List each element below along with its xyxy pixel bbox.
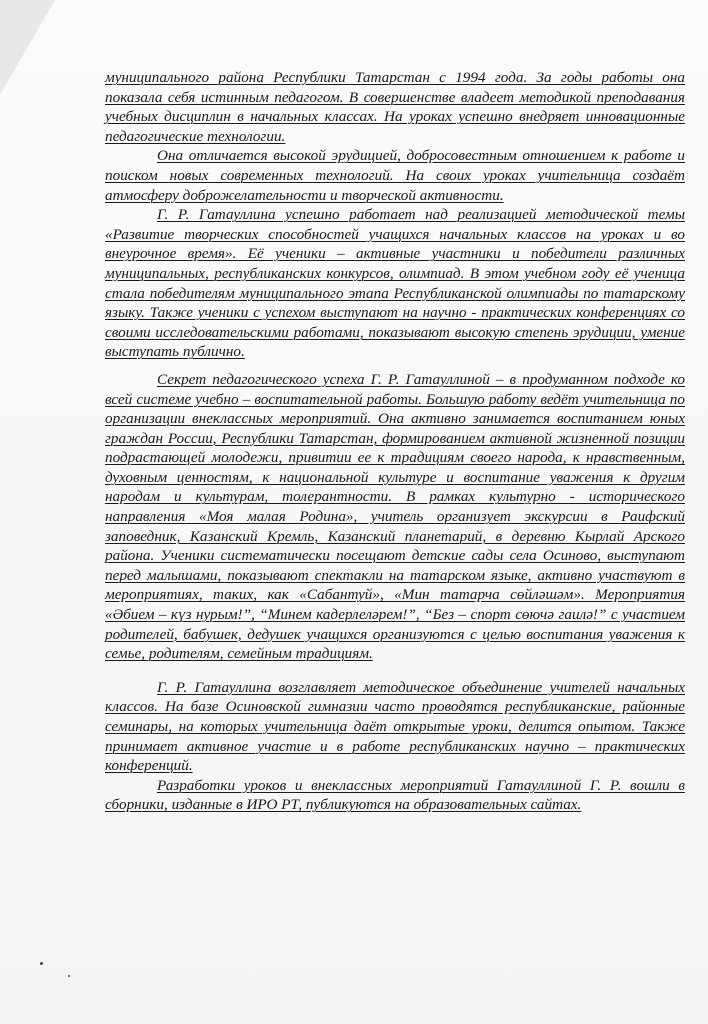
paragraph-4: Секрет педагогического успеха Г. Р. Гатауллиной – в продуманном подходе ко всей системе учебно – воспитательной работы. Большую работу ведёт учительница по организации внеклассных мероприятий. Она активно занимается воспитанием юных граждан России, Республики Татарстан, формированием активной жизненной позиции подрастающей молодежи, привитии ее к традициям своего народа, к нравственным, духовным ценностям, к национальной культуре и воспитание уважения к другим народам и культурам, толерантности. В рамках культурно - исторического направления «Моя малая Родина», учитель организует экскурсии в Раифский заповедник, Казанский Кремль, Казанский планетарий, в деревню Кырлай Арского района. Ученики систематически посещают детские сады села Осиново, выступают перед малышами, показывают спектакли на татарском языке, активно участвуют в мероприятиях, таких, как «Сабантуй», «Мин татарча сөйләшәм». Мероприятия «Әбием – күз нурым!”, “Минем кадерлеләрем!”, “Без – спорт сөючә гаилә!” с участием родителей, бабушек, дедушек учащихся организуются с целью воспитания уважения к семье, родителям, семейным традициям. xyxy=(105,370,685,663)
scan-speck xyxy=(40,962,43,965)
scan-speck xyxy=(68,975,70,977)
paragraph-3: Г. Р. Гатауллина успешно работает над реализацией методической темы «Развитие творческих способностей учащихся начальных классов на уроках и во внеурочное время». Её ученики – активные участники и победители различных муниципальных, республиканских конкурсов, олимпиад. В этом учебном году её ученица стала победителям муниципального этапа Республиканской олимпиады по татарскому языку. Также ученики с успехом выступают на научно - практических конференциях со своими исследовательскими работами, показывают высокую степень эрудиции, умение выступать публично. xyxy=(105,206,685,361)
folded-corner xyxy=(0,0,55,95)
paragraph-2: Она отличается высокой эрудицией, добросовестным отношением к работе и поиском новых современных технологий. На своих уроках учительница создаёт атмосферу доброжелательности и творческой активности. xyxy=(105,147,685,204)
document-body xyxy=(105,68,685,815)
paragraph-1: муниципального района Республики Татарстан с 1994 года. За годы работы она показала себя истинным педагогом. В совершенстве владеет методикой преподавания учебных дисциплин в начальных классах. На уроках успешно внедряет инновационные педагогические технологии. xyxy=(105,69,685,145)
paragraph-5: Г. Р. Гатауллина возглавляет методическое объединение учителей начальных классов. На базе Осиновской гимназии часто проводятся республиканские, районные семинары, на которых учительница даёт открытые уроки, делится опытом. Также принимает активное участие и в работе республиканских научно – практических конференций. xyxy=(105,678,685,775)
paragraph-6: Разработки уроков и внеклассных мероприятий Гатауллиной Г. Р. вошли в сборники, изданные в ИРО РТ, публикуются на образовательных сайтах. xyxy=(105,776,685,814)
